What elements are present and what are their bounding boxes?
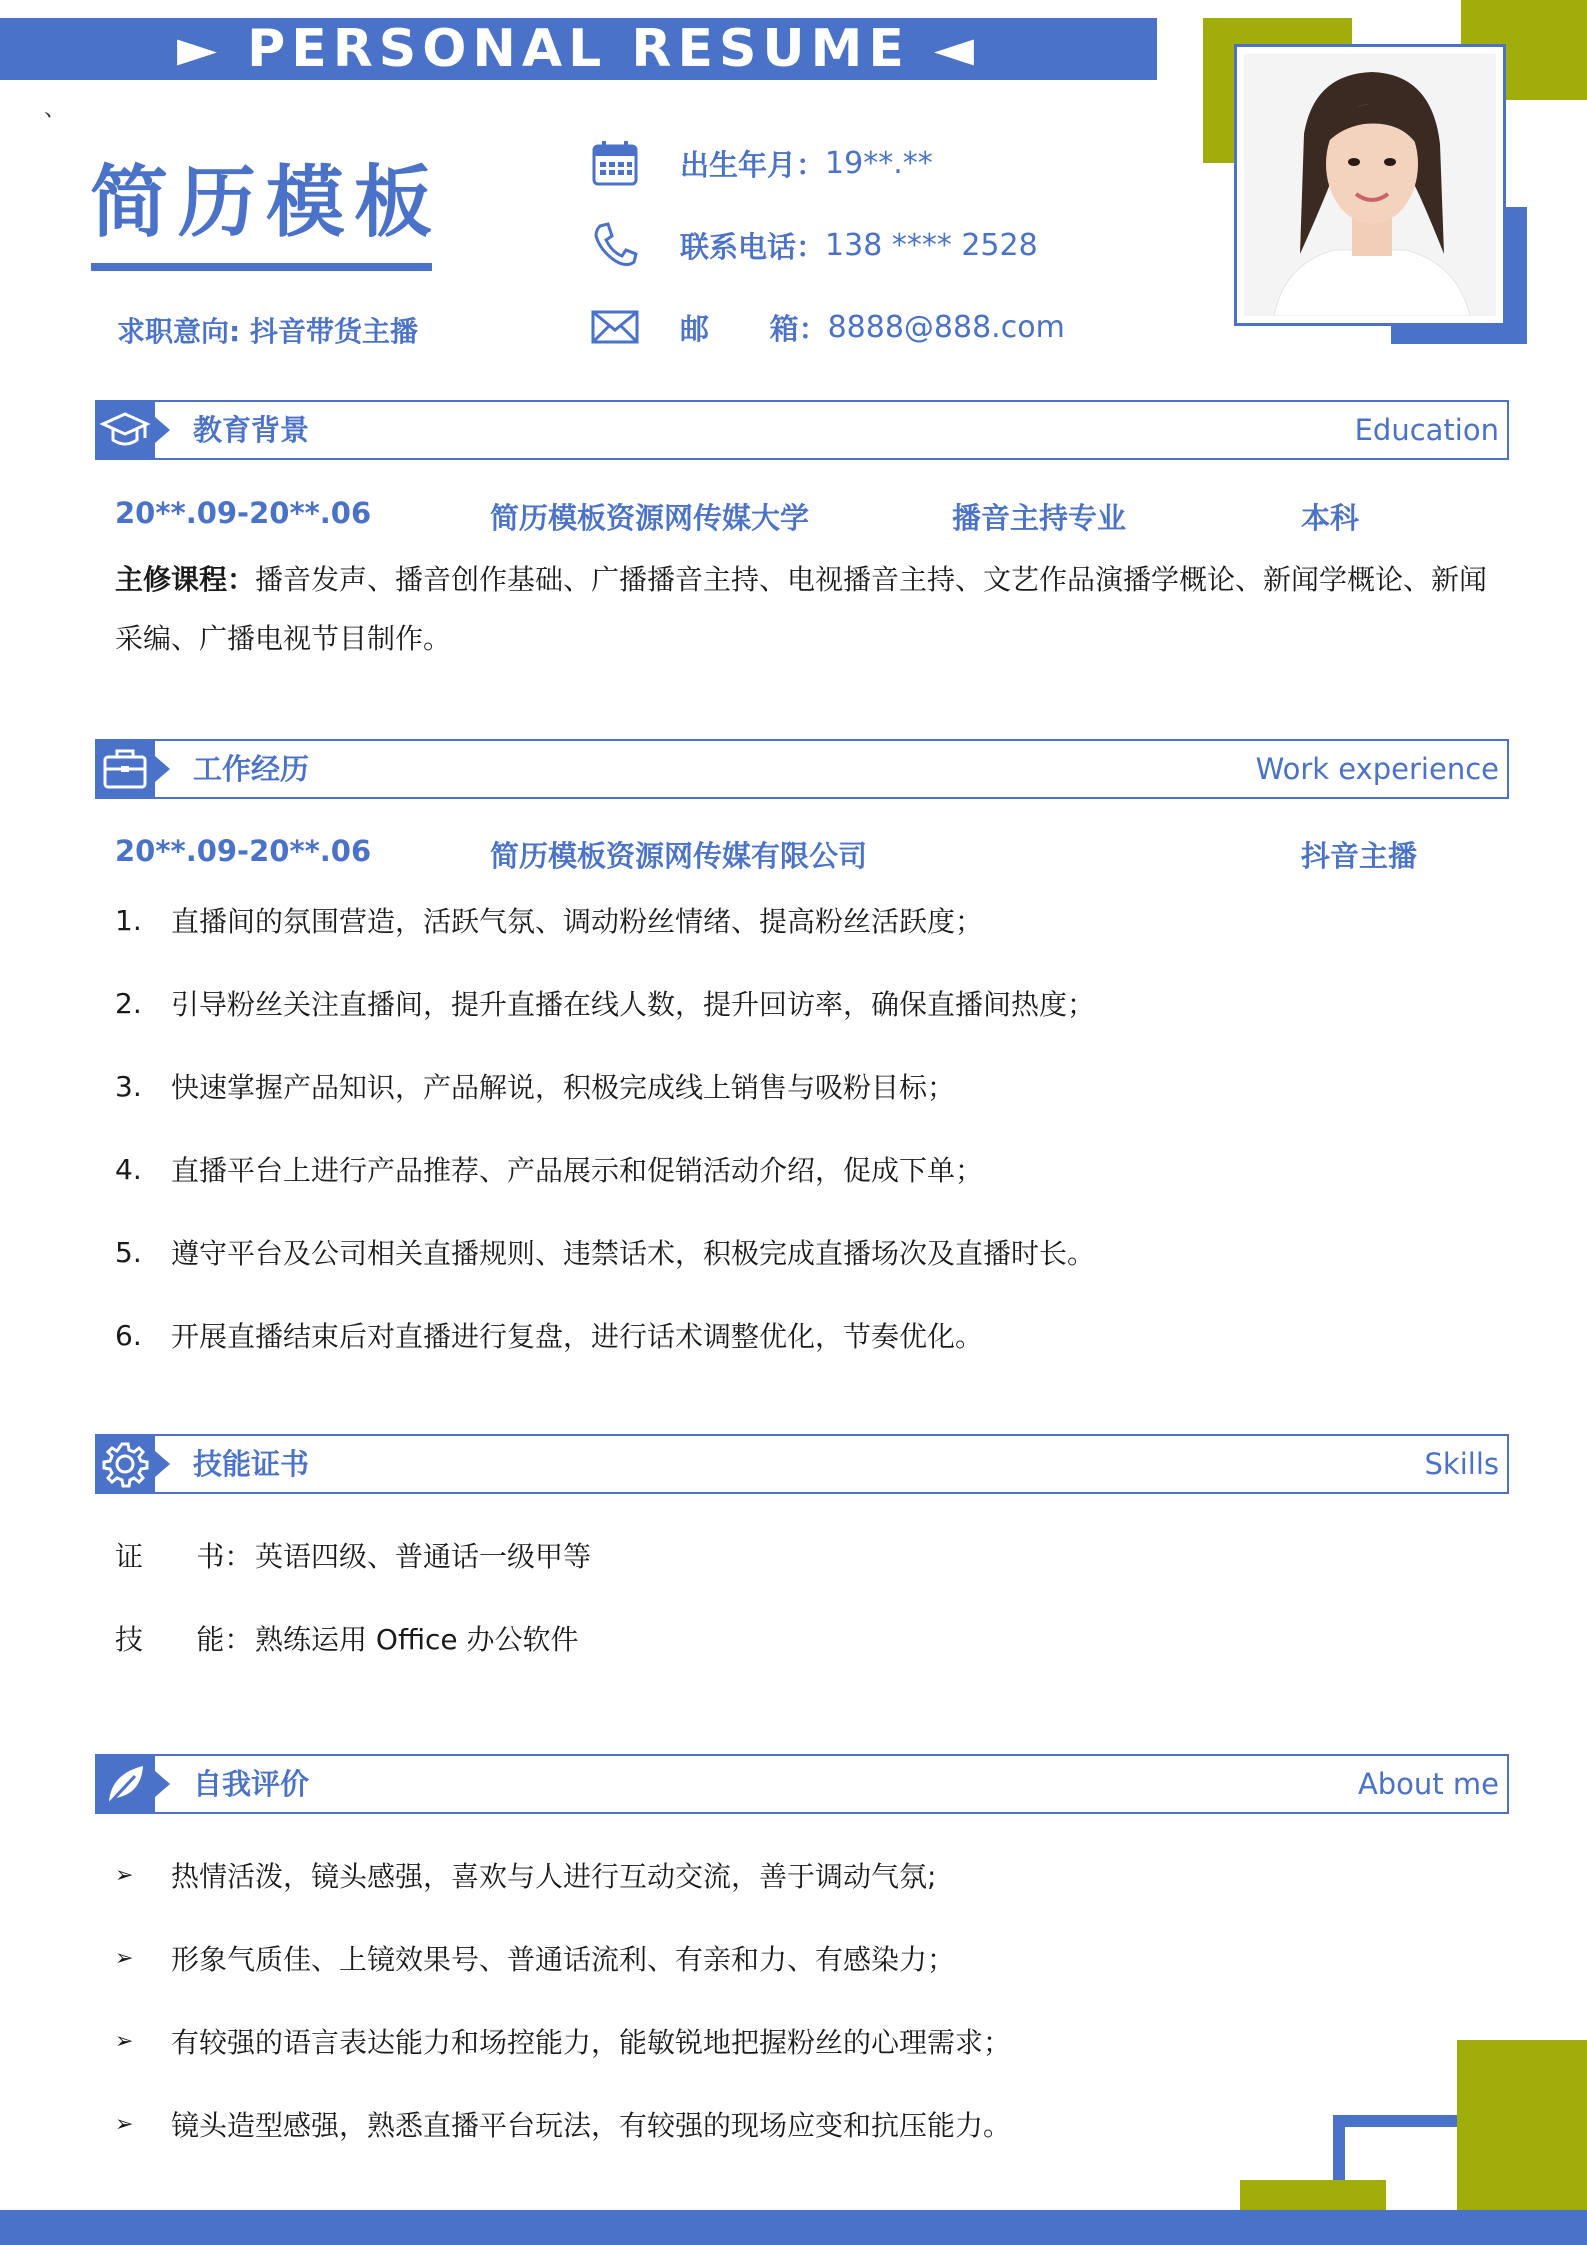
phone-icon [590, 220, 640, 270]
courses-label: 主修课程： [115, 563, 256, 596]
arrow-bullet-icon: ➢ [115, 2111, 134, 2137]
section-arrow [155, 417, 170, 443]
education-major: 播音主持专业 [952, 501, 1127, 535]
resume-title: 简历模板 [90, 158, 443, 248]
list-item [115, 2021, 1011, 2061]
list-item [115, 1149, 983, 1189]
mail-icon [590, 302, 640, 352]
list-number: 3. [115, 1069, 142, 1103]
section-title: 自我评价 [193, 1767, 310, 1801]
job-target: 求职意向: 抖音带货主播 [117, 315, 418, 348]
section-title: 技能证书 [193, 1447, 310, 1481]
info-value: 19**.** [825, 145, 933, 181]
list-item [115, 2104, 1011, 2144]
leaf-icon [95, 1754, 155, 1814]
education-summary [115, 496, 1465, 536]
list-item [115, 983, 1095, 1023]
work-summary [115, 834, 1465, 874]
list-item [115, 1066, 955, 1106]
info-value: 8888@888.com [827, 309, 1065, 345]
bottom-bar [0, 2210, 1587, 2245]
info-label: 出生年月： [680, 147, 826, 182]
section-header-skills [95, 1434, 1509, 1494]
section-icon-box [95, 739, 155, 799]
list-text: 遵守平台及公司相关直播规则、违禁话术，积极完成直播场次及直播时长。 [171, 1237, 1096, 1270]
section-icon-box [95, 1434, 155, 1494]
section-icon-box [95, 400, 155, 460]
info-value: 138 **** 2528 [825, 227, 1038, 263]
list-item [115, 1315, 983, 1355]
work-period: 20**.09-20**.06 [115, 834, 372, 868]
section-title-en: About me [1357, 1767, 1499, 1801]
section-header-work [95, 739, 1509, 799]
skill-value: 熟练运用 Office 办公软件 [255, 1623, 579, 1656]
list-item [115, 1855, 936, 1895]
arrow-bullet-icon: ➢ [115, 1945, 134, 1971]
list-text: 形象气质佳、上镜效果号、普通话流利、有亲和力、有感染力； [171, 1943, 956, 1976]
section-arrow [155, 1451, 170, 1477]
decor-green-strip [1240, 2180, 1386, 2210]
tick-mark: 、 [44, 97, 67, 122]
section-header-about [95, 1754, 1509, 1814]
list-text: 开展直播结束后对直播进行复盘，进行话术调整优化，节奏优化。 [171, 1320, 984, 1353]
info-label: 邮 箱： [680, 311, 828, 346]
section-title: 教育背景 [193, 413, 310, 447]
list-item [115, 1232, 1095, 1272]
title-underline [91, 263, 432, 271]
list-text: 有较强的语言表达能力和场控能力，能敏锐地把握粉丝的心理需求； [171, 2026, 1012, 2059]
section-icon-box [95, 1754, 155, 1814]
graduation-cap-icon [95, 400, 155, 460]
list-text: 引导粉丝关注直播间，提升直播在线人数，提升回访率，确保直播间热度； [171, 988, 1096, 1021]
section-title-en: Skills [1424, 1447, 1499, 1481]
list-number: 4. [115, 1152, 142, 1186]
list-item [115, 1938, 955, 1978]
list-text: 快速掌握产品知识，产品解说，积极完成线上销售与吸粉目标； [171, 1071, 956, 1104]
section-title: 工作经历 [193, 752, 310, 786]
education-courses [115, 550, 1495, 668]
education-school: 简历模板资源网传媒大学 [490, 501, 810, 535]
profile-photo-frame [1234, 44, 1506, 326]
info-row-phone [590, 220, 1038, 270]
skill-row-abilities [115, 1618, 579, 1658]
skill-row-certificates [115, 1535, 591, 1575]
info-row-birth [590, 138, 933, 188]
section-arrow [155, 1771, 170, 1797]
list-number: 6. [115, 1318, 142, 1352]
section-title-en: Education [1354, 413, 1499, 447]
profile-photo [1244, 54, 1496, 316]
list-number: 5. [115, 1235, 142, 1269]
skill-value: 英语四级、普通话一级甲等 [255, 1540, 592, 1573]
section-arrow [155, 756, 170, 782]
courses-text: 播音发声、播音创作基础、广播播音主持、电视播音主持、文艺作品演播学概论、新闻学概论、新闻采编、广播电视节目制作。 [115, 563, 1488, 655]
arrow-bullet-icon: ➢ [115, 2028, 134, 2054]
section-header-education [95, 400, 1509, 460]
arrow-bullet-icon: ➢ [115, 1862, 134, 1888]
education-period: 20**.09-20**.06 [115, 496, 372, 530]
list-text: 镜头造型感强，熟悉直播平台玩法，有较强的现场应变和抗压能力。 [171, 2109, 1012, 2142]
section-title-en: Work experience [1255, 752, 1499, 786]
work-position: 抖音主播 [1301, 839, 1418, 873]
list-text: 热情活泼，镜头感强，喜欢与人进行互动交流，善于调动气氛; [171, 1860, 937, 1893]
education-degree: 本科 [1301, 501, 1360, 535]
list-text: 直播平台上进行产品推荐、产品展示和促销活动介绍，促成下单； [171, 1154, 984, 1187]
skill-label: 技 能： [115, 1623, 253, 1656]
work-company: 简历模板资源网传媒有限公司 [490, 839, 868, 873]
person-portrait-icon [1244, 54, 1496, 316]
list-number: 1. [115, 903, 142, 937]
list-item [115, 900, 983, 940]
decor-green-block [1457, 2040, 1587, 2210]
list-text: 直播间的氛围营造，活跃气氛、调动粉丝情绪、提高粉丝活跃度； [171, 905, 984, 938]
gear-icon [95, 1434, 155, 1494]
info-row-email [590, 302, 1065, 352]
calendar-icon [590, 138, 640, 188]
banner-title: ► PERSONAL RESUME ◄ [176, 19, 981, 79]
skill-label: 证 书： [115, 1540, 253, 1573]
info-label: 联系电话： [680, 229, 826, 264]
briefcase-icon [95, 739, 155, 799]
list-number: 2. [115, 986, 142, 1020]
